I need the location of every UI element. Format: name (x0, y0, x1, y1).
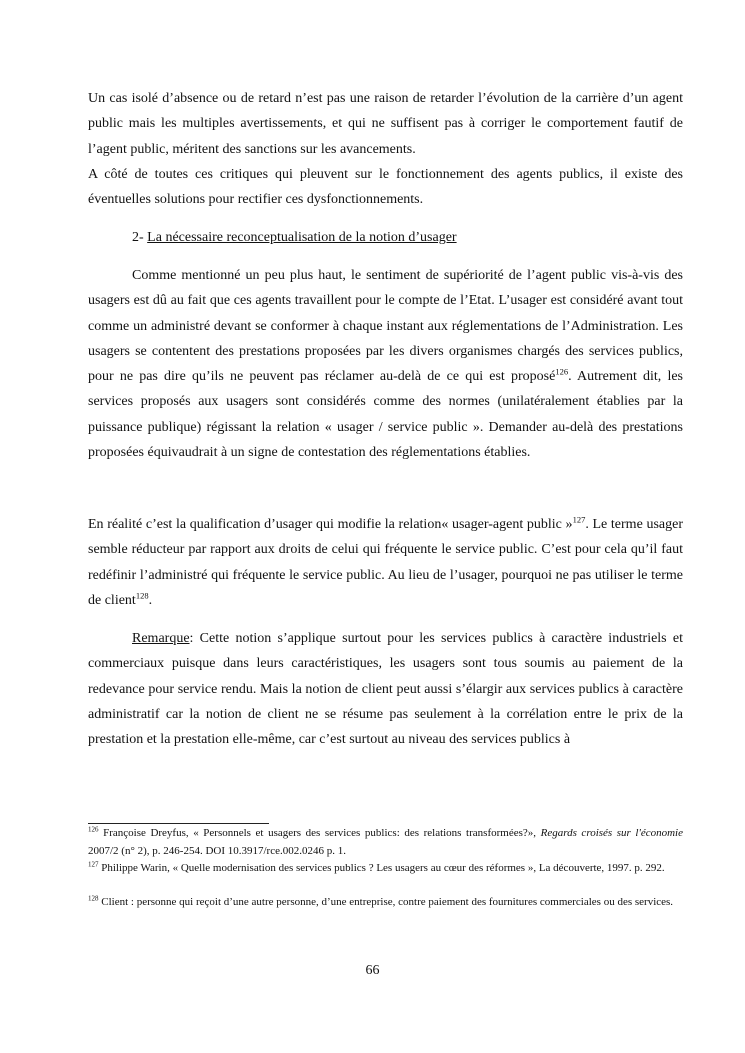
footnote-text: Client : personne qui reçoit d’une autre personne, d’une entreprise, contre paiement des fournitures commerciales ou des services. (98, 896, 674, 908)
paragraph-text: : Cette notion s’applique surtout pour les services publics à caractère industriels et commerciaux puisque dans leurs caractéristiques, les usagers sont tous soumis au paiement de la redevance pour service rendu. Mais la notion de client peut aussi s’élargir aux services publics à caractère administratif car la notion de client ne se résume pas seulement à la corrélation entre le prix de la prestation et la prestation elle-même, car c’est surtout au niveau des services publics à (88, 631, 683, 748)
footnote-text: Philippe Warin, « Quelle modernisation des services publics ? Les usagers au cœur des réformes », La découverte, 1997. p. 292. (98, 862, 665, 874)
paragraph-usager-administre (88, 263, 683, 465)
paragraph-text: . Le terme usager semble réducteur par rapport aux droits de celui qui fréquente le service public. C’est pour cela qu’il faut redéfinir l’administré qui fréquente le service public. Au lieu de l’usager, pourquoi ne pas utiliser le terme de client (88, 517, 683, 608)
footnote-number: 127 (88, 860, 99, 869)
section-heading-number: 2- (132, 230, 148, 245)
paragraph-absence-retard: Un cas isolé d’absence ou de retard n’est pas une raison de retarder l’évolution de la carrière d’un agent public mais les multiples avertissements, et qui ne suffisent pas à corriger le comportement fautif de l’agent public, méritent des sanctions sur les avancements. (88, 91, 683, 157)
footnote-127 (88, 860, 683, 878)
footnote-ref-126: 126 (555, 366, 569, 377)
paragraph-text: Comme mentionné un peu plus haut, le sentiment de supériorité de l’agent public vis-à-vis des usagers est dû au fait que ces agents travaillent pour le compte de l’Etat. L’usager est considéré avant tout comme un administré devant se conformer à chaque instant aux réglementations de l’Administration. Les usagers se contentent des prestations proposées par les divers organismes chargés des services publics, pour ne pas dire qu’ils ne peuvent pas réclamer au-delà de ce qui est proposé (88, 268, 683, 385)
footnote-ref-128: 128 (135, 590, 149, 601)
footnote-journal-title: Regards croisés sur l'économie (540, 827, 683, 839)
footnote-ref-127: 127 (572, 514, 586, 525)
footnote-text: 2007/2 (n° 2), p. 246-254. DOI 10.3917/rce.002.0246 p. 1. (88, 844, 346, 857)
paragraph-text: En réalité c’est la qualification d’usager qui modifie la relation« usager-agent public » (88, 517, 573, 532)
paragraph-text: . (148, 592, 153, 608)
section-heading-title: La nécessaire reconceptualisation de la notion d’usager (147, 230, 457, 245)
footnote-text: Françoise Dreyfus, « Personnels et usagers des services publics: des relations transformées?», (98, 827, 541, 839)
paragraph-qualification-usager (88, 512, 683, 613)
footnote-126 (88, 825, 683, 860)
paragraph-text: . Autrement dit, les services proposés aux usagers sont considérés comme des normes (unilatéralement établies par la puissance publique) régissant la relation « usager / service public ». Demander au-delà des prestations proposées équivaudrait à un signe de contestation des réglementations établies. (88, 369, 683, 461)
paragraph-solutions: A côté de toutes ces critiques qui pleuvent sur le fonctionnement des agents publics, il existe des éventuelles solutions pour rectifier ces dysfonctionnements. (88, 167, 683, 208)
paragraph-remarque (88, 626, 683, 752)
footnote-separator (88, 823, 269, 824)
page-number: 66 (365, 963, 380, 978)
footnote-number: 126 (88, 825, 99, 834)
section-heading (132, 225, 683, 250)
remarque-label: Remarque (132, 631, 190, 646)
footnote-number: 128 (88, 894, 99, 903)
footnote-128 (88, 894, 683, 912)
